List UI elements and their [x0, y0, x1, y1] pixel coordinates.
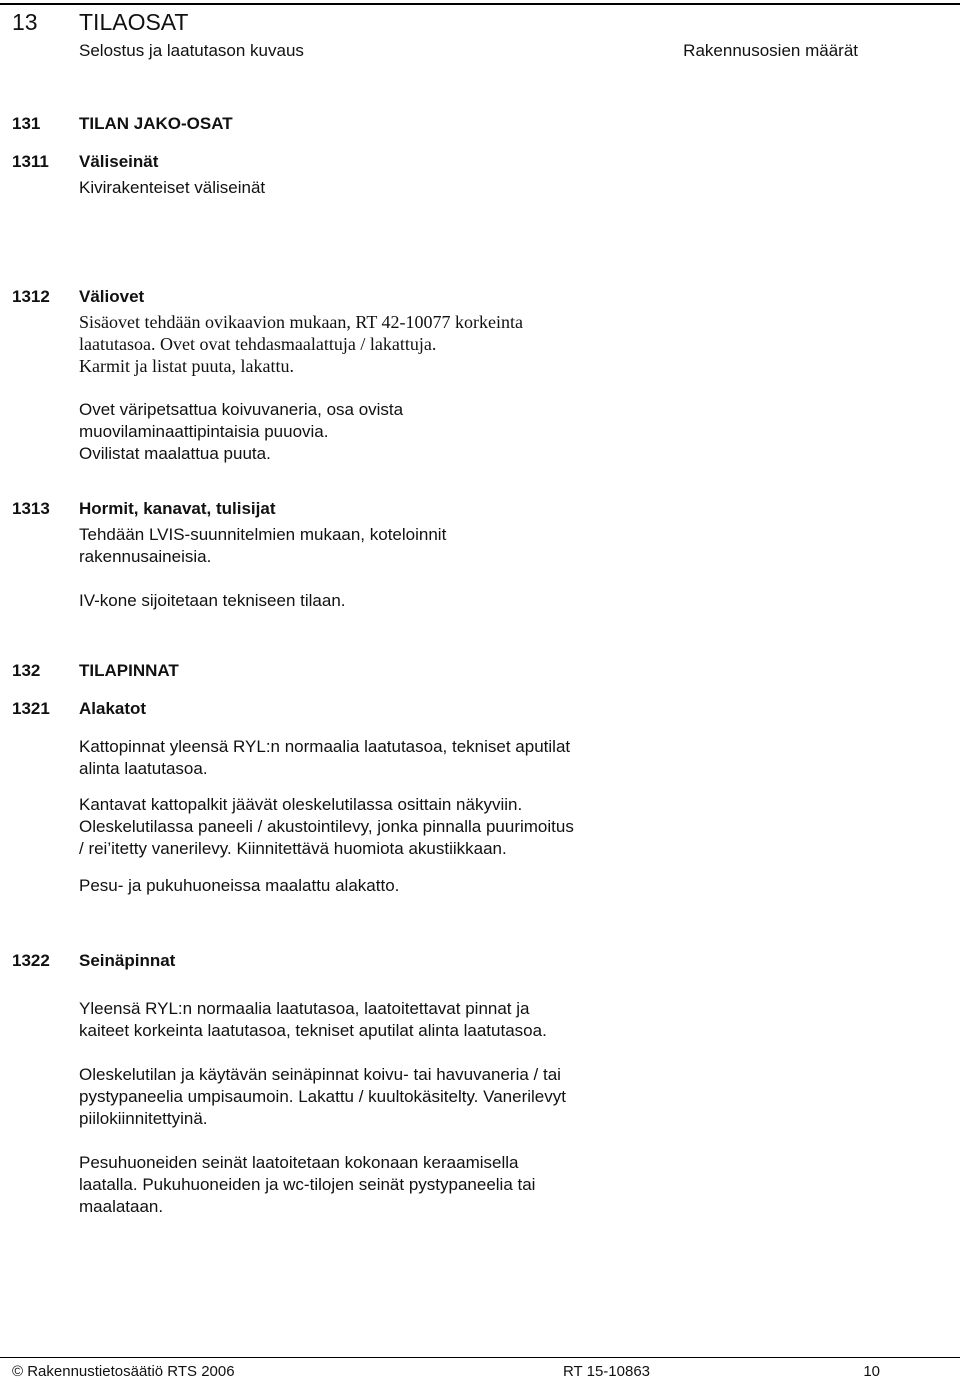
- text-line: IV-kone sijoitetaan tekniseen tilaan.: [79, 591, 346, 610]
- text-line: Ovet väripetsattua koivuvaneria, osa ovista: [79, 400, 404, 419]
- section-number-1312: 1312: [12, 287, 50, 306]
- paragraph-1312-1: [79, 311, 679, 377]
- paragraph-1313-2: [79, 590, 679, 612]
- footer-document-code: RT 15-10863: [563, 1363, 651, 1380]
- text-line: Tehdään LVIS-suunnitelmien mukaan, koteloinnit: [79, 525, 447, 544]
- section-title-1312: Väliovet: [79, 287, 145, 306]
- paragraph-1322-1: [79, 998, 679, 1042]
- section-title-131: TILAN JAKO-OSAT: [79, 114, 233, 133]
- paragraph-1321-2: [79, 794, 679, 860]
- text-line: Kivirakenteiset väliseinät: [79, 178, 266, 197]
- text-line: pystypaneelia umpisaumoin. Lakattu / kuultokäsitelty. Vanerilevyt: [79, 1087, 566, 1106]
- text-line: muovilaminaattipintaisia puuovia.: [79, 422, 329, 441]
- text-line: Oleskelutilassa paneeli / akustointilevy, jonka pinnalla puurimoitus: [79, 817, 574, 836]
- section-number-131: 131: [12, 114, 41, 133]
- section-text-1311: [79, 177, 679, 199]
- text-line: rakennusaineisia.: [79, 547, 212, 566]
- chapter-title: TILAOSAT: [79, 9, 189, 35]
- text-line: Ovilistat maalattua puuta.: [79, 444, 271, 463]
- footer-rule: [0, 1357, 960, 1358]
- text-line: Oleskelutilan ja käytävän seinäpinnat koivu- tai havuvaneria / tai: [79, 1065, 561, 1084]
- text-line: laatalla. Pukuhuoneiden ja wc-tilojen seinät pystypaneelia tai: [79, 1175, 536, 1194]
- section-title-1313: Hormit, kanavat, tulisijat: [79, 499, 276, 518]
- header-subtitle-left: Selostus ja laatutason kuvaus: [79, 41, 304, 60]
- text-line: alinta laatutasoa.: [79, 759, 208, 778]
- text-line: laatutasoa. Ovet ovat tehdasmaalattuja / lakattuja.: [79, 334, 437, 354]
- footer-copyright: © Rakennustietosäätiö RTS 2006: [12, 1363, 235, 1380]
- paragraph-1313-1: [79, 524, 679, 568]
- section-title-1321: Alakatot: [79, 699, 147, 718]
- paragraph-1321-1: [79, 736, 679, 780]
- paragraph-1322-3: [79, 1152, 679, 1218]
- text-line: / rei’itetty vanerilevy. Kiinnitettävä huomiota akustiikkaan.: [79, 839, 507, 858]
- text-line: Pesu- ja pukuhuoneissa maalattu alakatto.: [79, 876, 400, 895]
- text-line: kaiteet korkeinta laatutasoa, tekniset aputilat alinta laatutasoa.: [79, 1021, 547, 1040]
- header-subtitle-right: Rakennusosien määrät: [683, 41, 858, 60]
- text-line: Sisäovet tehdään ovikaavion mukaan, RT 42-10077 korkeinta: [79, 312, 523, 332]
- section-title-132: TILAPINNAT: [79, 661, 179, 680]
- paragraph-1312-2: [79, 399, 679, 465]
- paragraph-1322-2: [79, 1064, 679, 1130]
- text-line: maalataan.: [79, 1197, 164, 1216]
- section-number-1313: 1313: [12, 499, 50, 518]
- section-title-1311: Väliseinät: [79, 152, 159, 171]
- section-title-1322: Seinäpinnat: [79, 951, 176, 970]
- section-number-1311: 1311: [12, 152, 49, 171]
- header-rule: [0, 3, 960, 5]
- text-line: piilokiinnitettyinä.: [79, 1109, 208, 1128]
- text-line: Kantavat kattopalkit jäävät oleskelutilassa osittain näkyviin.: [79, 795, 523, 814]
- section-number-132: 132: [12, 661, 41, 680]
- page-number: 10: [863, 1363, 880, 1380]
- section-number-1322: 1322: [12, 951, 50, 970]
- paragraph-1321-3: [79, 875, 679, 897]
- text-line: Kattopinnat yleensä RYL:n normaalia laatutasoa, tekniset aputilat: [79, 737, 571, 756]
- section-number-1321: 1321: [12, 699, 50, 718]
- text-line: Yleensä RYL:n normaalia laatutasoa, laatoitettavat pinnat ja: [79, 999, 530, 1018]
- chapter-number: 13: [12, 9, 38, 35]
- text-line: Pesuhuoneiden seinät laatoitetaan kokonaan keraamisella: [79, 1153, 519, 1172]
- text-line: Karmit ja listat puuta, lakattu.: [79, 356, 294, 376]
